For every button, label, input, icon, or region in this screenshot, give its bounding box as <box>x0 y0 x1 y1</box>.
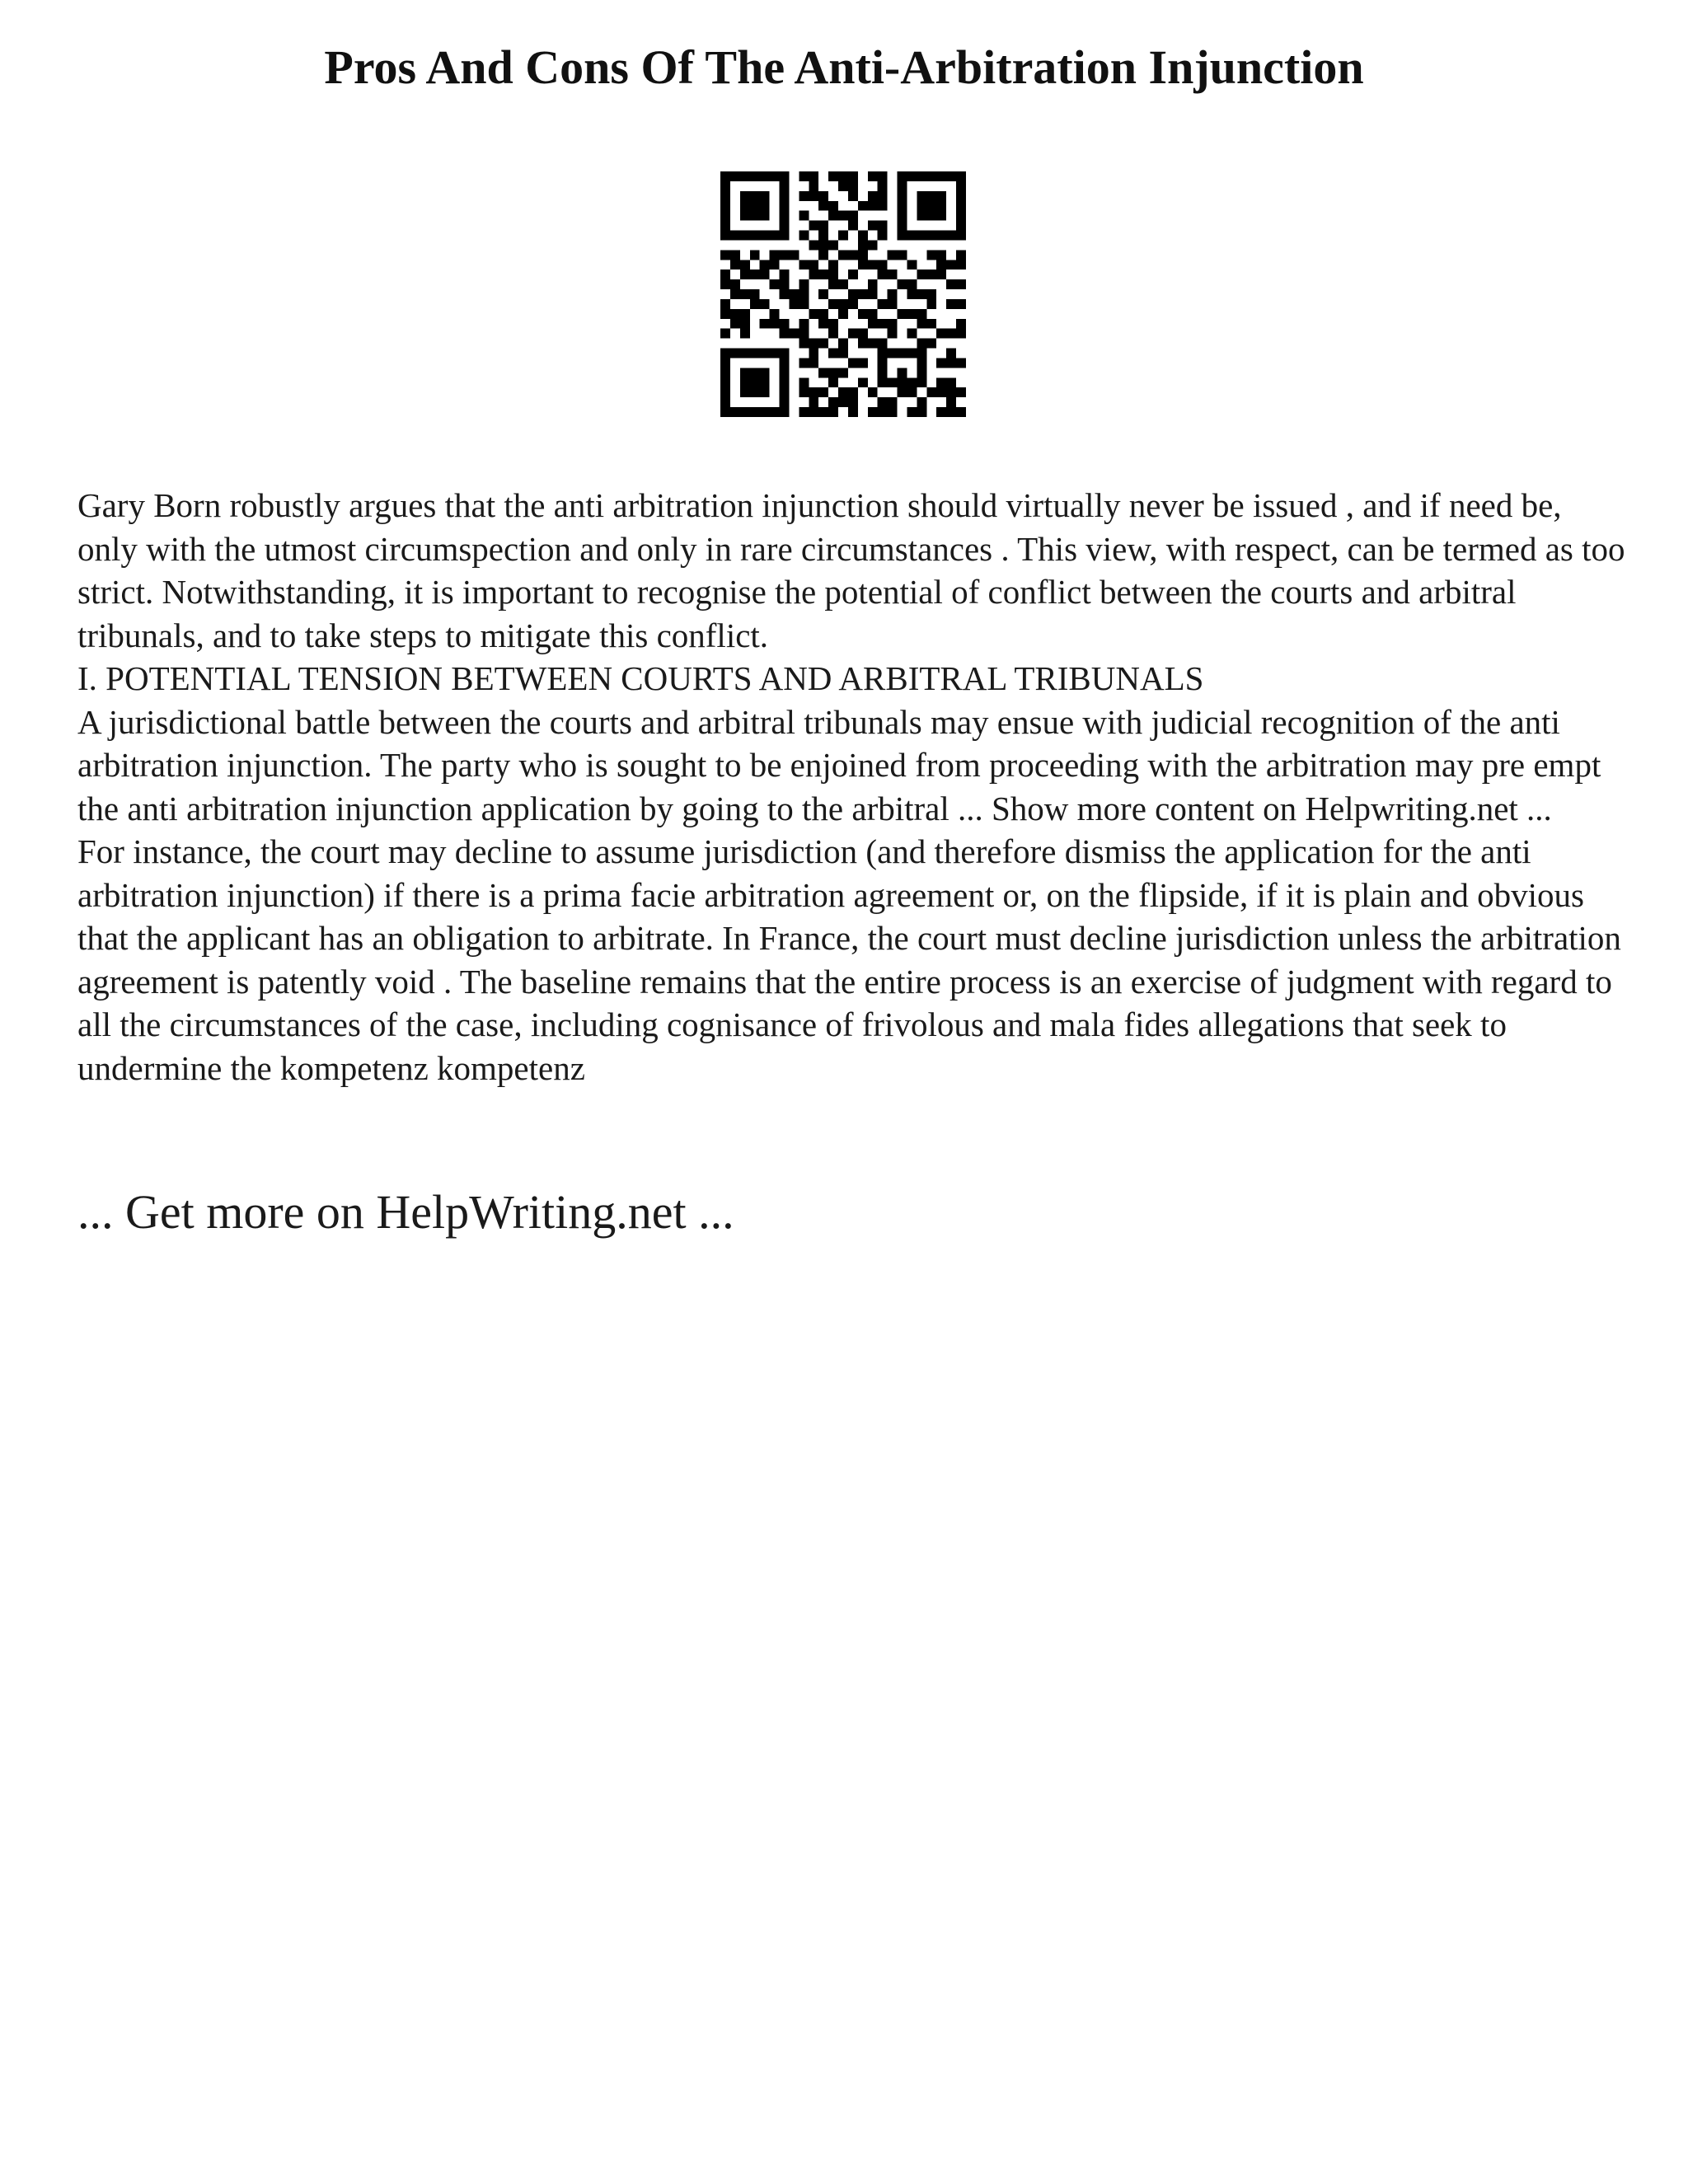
qr-code-icon <box>720 171 966 417</box>
section-heading: I. POTENTIAL TENSION BETWEEN COURTS AND ARBITRAL TRIBUNALS <box>77 659 1204 697</box>
article-body <box>77 484 1627 1090</box>
get-more-link[interactable]: ... Get more on HelpWriting.net ... <box>77 1185 734 1239</box>
paragraph-jurisdictional-battle: A jurisdictional battle between the courts and arbitral tribunals may ensue with judicial recognition of the anti arbitration injunction. The party who is sought to be enjoined from proceeding with the arbitration may pre empt the anti arbitration injunction application by going to the arbitral ... Show more content on Helpwriting.net ... <box>77 702 1601 827</box>
paragraph-intro: Gary Born robustly argues that the anti arbitration injunction should virtually never be issued , and if need be, only with the utmost circumspection and only in rare circumstances . This view, with respect, can be termed as too strict. Notwithstanding, it is important to recognise the potential of conflict between the courts and arbitral tribunals, and to take steps to mitigate this conflict. <box>77 486 1625 654</box>
paragraph-court-decline: For instance, the court may decline to assume jurisdiction (and therefore dismiss the application for the anti arbitration injunction) if there is a prima facie arbitration agreement or, on the flipside, if it is plain and obvious that the applicant has an obligation to arbitrate. In France, the court must decline jurisdiction unless the arbitration agreement is patently void . The baseline remains that the entire process is an exercise of judgment with regard to all the circumstances of the case, including cognisance of frivolous and mala fides allegations that seek to undermine the kompetenz kompetenz <box>77 832 1621 1087</box>
document-title: Pros And Cons Of The Anti-Arbitration Injunction <box>324 40 1364 94</box>
